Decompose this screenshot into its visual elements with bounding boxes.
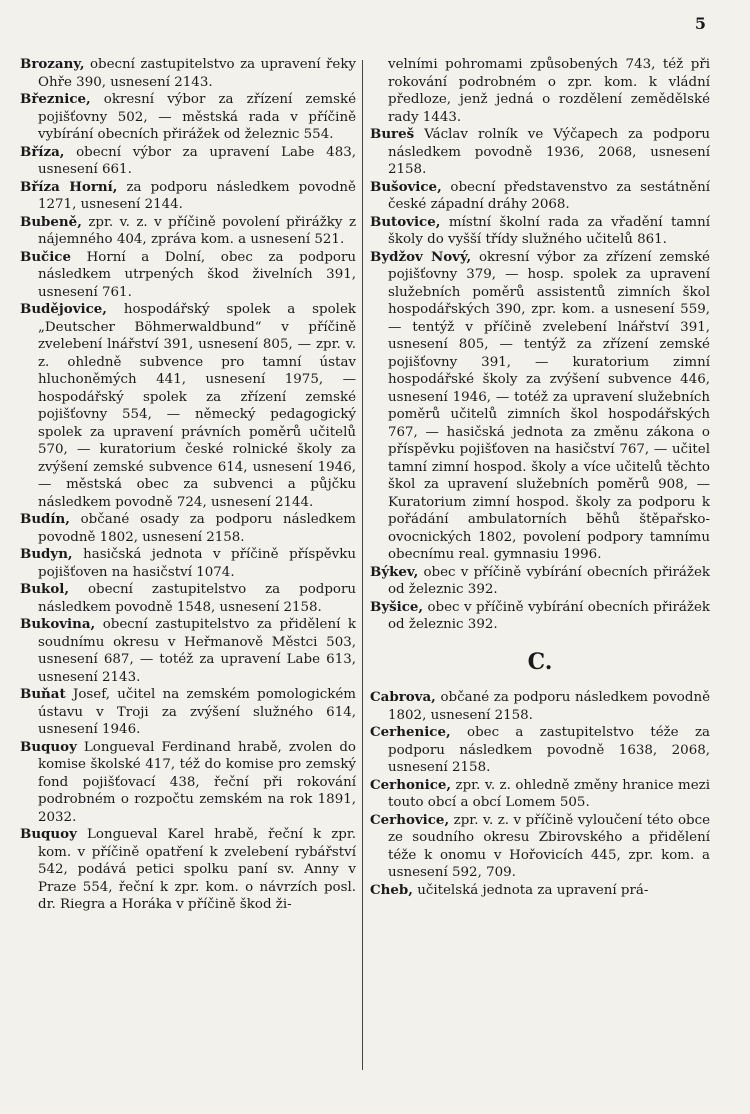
index-entry [20,91,356,144]
index-entry [20,511,356,546]
index-entry [20,581,356,616]
index-entry [20,686,356,739]
index-entry [20,546,356,581]
entry-text: zpr. v. z. ohledně změny hranice mezi touto obcí a obcí Lomem 505. [388,777,710,810]
entry-headword: Budějovice, [20,301,107,317]
index-entry [370,882,710,900]
entry-headword: Cerhonice, [370,776,452,793]
entry-headword: Březnice, [20,91,91,107]
index-entry [370,126,710,179]
entry-text: obec v příčině vybírání obecních přirážek od železnic 392. [388,564,710,597]
section-letter-heading: C. [527,648,553,675]
entry-headword: Bučice [20,248,71,265]
entry-headword: Cerhenice, [370,724,451,740]
entry-headword: Bříza Horní, [20,178,118,195]
index-entry [20,56,356,91]
entry-headword: Bureš [370,126,415,142]
entry-headword: Brozany, [20,56,85,72]
index-entry [370,812,710,882]
entry-text: obec a zastupitelstvo téže za podporu následkem povodně 1638, 2068, usnesení 2158. [388,725,710,775]
entry-text: hasičská jednota v příčině příspěvku pojišťoven na hasičství 1074. [38,547,356,580]
entry-text: hospodářský spolek a spolek „Deutscher Böhmerwaldbund“ v příčině zvelebení lnářství 391, usnesení 805, — zpr. v. z. ohledně subvence pro tamní ústav hluchoněmých 441, usnesení 1975, — hospodářský spolek za zřízení zemské pojišťovny 554, — německý pedagogický spolek za upravení právních poměrů učitelů 570, — kuratorium české rolnické školy za zvýšení zemské subvence 614, usnesení 1946, — městská obec za subvenci a půjčku následkem povodně 724, usnesení 2144. [38,302,356,510]
entry-text: obec v příčině vybírání obecních přirážek od železnic 392. [388,599,710,632]
column-divider [362,60,363,1070]
entry-headword: Budín, [20,511,70,527]
left-column [20,56,356,914]
entry-text: Josef, učitel na zemském pomologickém ústavu v Troji za zvýšení služného 614, usnesení 1946. [38,687,357,737]
entry-headword: Buquoy [20,738,77,755]
index-entry [370,777,710,812]
entry-text: zpr. v. z. v příčině povolení přirážky z nájemného 404, zpráva kom. a usnesení 521. [38,214,356,247]
entry-headword: Bubeně, [20,213,82,230]
entry-headword: Bydžov Nový, [370,248,472,265]
entry-headword: Cerhovice, [370,811,450,828]
entry-text: Longueval Ferdinand hrabě, zvolen do komise školské 417, též do komise pro zemský fond pojišťovací 438, řeční při rokování podrobném o rozpočtu zemském na rok 1891, 2032. [38,739,356,825]
index-entry [20,179,356,214]
index-entry [20,214,356,249]
entry-headword: Cabrova, [370,689,436,705]
entry-text: obecní představenstvo za sestátnění české západní dráhy 2068. [388,179,710,212]
entry-headword: Buquoy [20,826,77,842]
entry-text: okresní výbor za zřízení zemské pojišťovny 379, — hosp. spolek za upravení služebních poměrů assistentů zimních škol hospodářských 390, zpr. kom. a usnesení 559, — tentýž v příčině zvelebení lnářství 391, usnesení 805, — tentýž za zřízení zemské pojišťovny 391, — kuratorium zimní hospodářské školy za zvýšení subvence 446, usnesení 1946, — totéž za upravení služebních poměrů učitelů zimních škol hospodářských 767, — hasičská jednota za změnu zákona o příspěvku pojišťoven na hasičství 767, — učitel tamní zimní hospod. školy a více učitelů těchto škol za upravení služebních poměrů 908, — Kuratorium zimní hospod. školy za podporu k pořádání ambulatorních běhů štěpařsko-ovocnických 1802, povolení podpory tamnímu obecnímu real. gymnasiu 1996. [388,249,710,562]
entry-text: Václav rolník ve Výčapech za podporu následkem povodně 1936, 2068, usnesení 2158. [388,127,710,177]
entry-headword: Butovice, [370,213,441,230]
entry-text: okresní výbor za zřízení zemské pojišťovny 502, — městská rada v příčině vybírání obecních přirážek od železnic 554. [38,92,356,142]
index-entry [370,599,710,634]
index-entry [20,249,356,302]
entry-text: učitelská jednota za upravení prá- [417,882,649,898]
index-entry [20,301,356,511]
entry-text: obecní výbor za upravení Labe 483, usnesení 661. [38,144,356,177]
entry-text: obecní zastupitelstvo za podporu následkem povodně 1548, usnesení 2158. [38,582,356,615]
entry-text: Horní a Dolní, obec za podporu následkem utrpených škod živelních 391, usnesení 761. [38,249,356,300]
entry-text: zpr. v. z. v příčině vyloučení této obce ze soudního okresu Zbirovského a přidělení téže k onomu v Hořovicích 445, zpr. kom. a usnesení 592, 709. [388,812,710,880]
entry-continuation: velními pohromami způsobených 743, též při rokování podrobném o zpr. kom. k vládní předloze, jenž jedná o rozdělení zemědělské rady 1443. [388,57,710,125]
entry-headword: Buňat [20,686,66,702]
index-entry [370,249,710,564]
entry-headword: Cheb, [370,881,413,898]
index-entry [370,689,710,724]
index-entry [20,739,356,827]
entry-text: občané osady za podporu následkem povodně 1802, usnesení 2158. [38,512,356,545]
entry-headword: Byšice, [370,598,424,615]
index-entry [370,724,710,777]
entry-headword: Bušovice, [370,178,442,195]
entry-text: obecní zastupitelstvo za přidělení k soudnímu okresu v Heřmanově Městci 503, usnesení 687, — totéž za upravení Labe 613, usnesení 2143. [38,617,356,685]
entry-headword: Bříza, [20,143,65,160]
entry-text: místní školní rada za vřadění tamní školy do vyšší třídy služného učitelů 861. [388,214,710,247]
index-entry [370,564,710,599]
index-entry [370,214,710,249]
entry-text: za podporu následkem povodně 1271, usnesení 2144. [38,179,356,212]
index-entry [370,179,710,214]
entry-text: občané za podporu následkem povodně 1802, usnesení 2158. [388,690,710,723]
index-entry [20,826,356,914]
entry-text: Longueval Karel hrabě, řeční k zpr. kom. v příčině opatření k zvelebení rybářství 542, podává petici spolku paní sv. Anny v Praze 554, řeční k zpr. kom. o návrzích posl. dr. Riegra a Horáka v příčině škod ži- [38,827,357,912]
entry-headword: Býkev, [370,563,419,580]
entry-headword: Budyn, [20,546,73,562]
entry-headword: Bukol, [20,581,70,597]
right-column [370,56,710,899]
entry-headword: Bukovina, [20,616,96,632]
page-number: 5 [694,14,706,33]
index-entry [20,616,356,686]
index-entry [20,144,356,179]
entry-text: obecní zastupitelstvo za upravení řeky Ohře 390, usnesení 2143. [38,57,357,90]
